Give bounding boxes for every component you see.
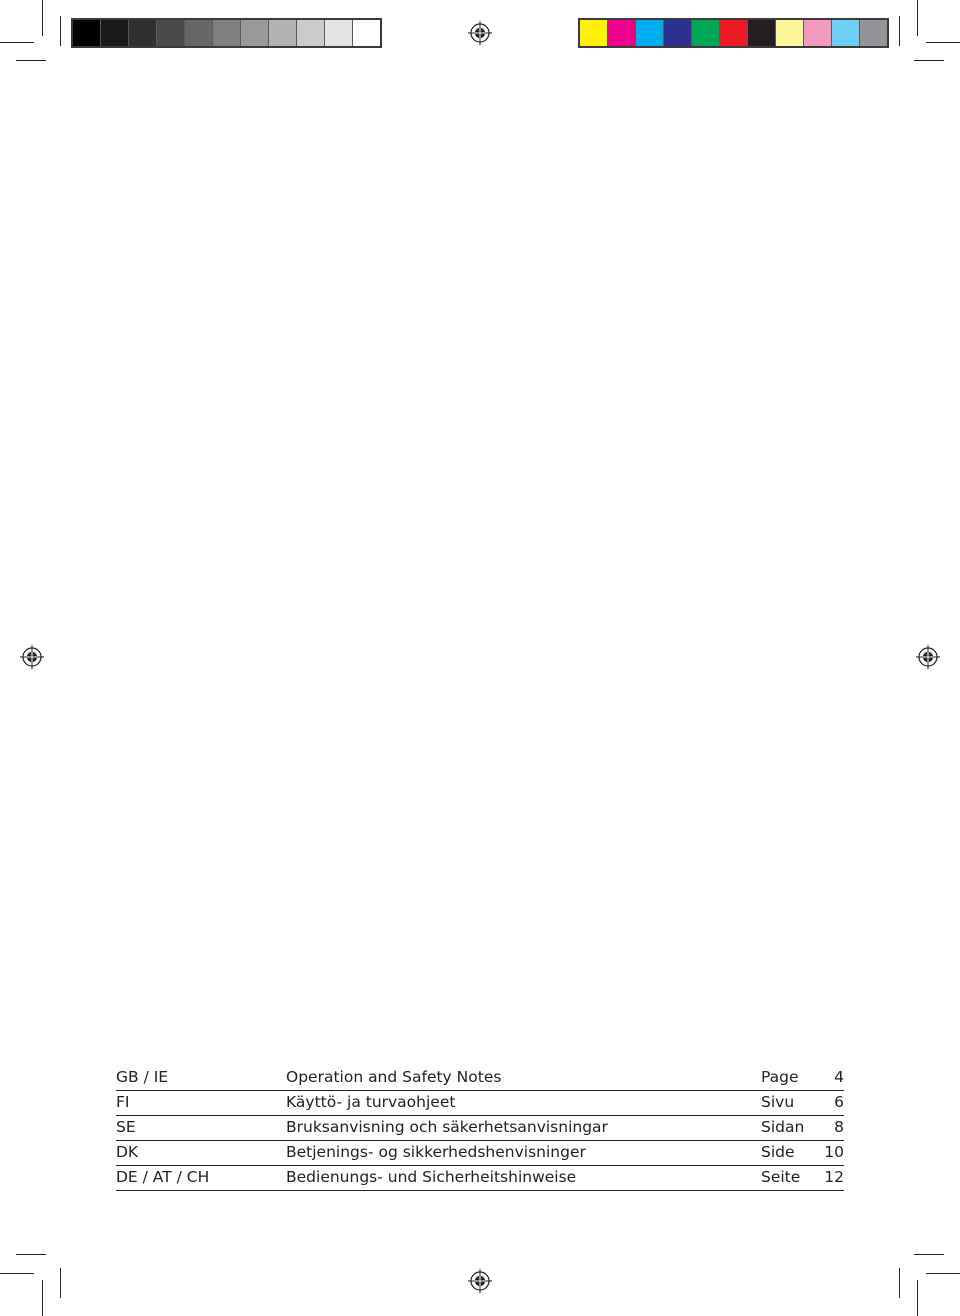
grayscale-color-bar bbox=[71, 18, 382, 48]
process-color-swatch bbox=[691, 20, 719, 46]
toc-page-label: Sivu bbox=[761, 1093, 795, 1111]
toc-row[interactable] bbox=[116, 1166, 844, 1191]
toc-language-code: SE bbox=[116, 1118, 136, 1136]
process-color-swatch bbox=[803, 20, 831, 46]
process-color-swatch bbox=[747, 20, 775, 46]
process-color-bar bbox=[578, 18, 889, 48]
toc-page-label: Side bbox=[761, 1143, 795, 1161]
grayscale-swatch bbox=[240, 20, 268, 46]
grayscale-swatch bbox=[268, 20, 296, 46]
process-color-swatch bbox=[607, 20, 635, 46]
toc-row[interactable] bbox=[116, 1116, 844, 1141]
crop-mark-bottom-right-v2 bbox=[899, 1268, 900, 1298]
toc-title: Bedienungs- und Sicherheitshinweise bbox=[286, 1168, 577, 1186]
toc-page-label: Sidan bbox=[761, 1118, 805, 1136]
grayscale-swatch bbox=[296, 20, 324, 46]
crop-mark-top-right-h2 bbox=[914, 60, 944, 61]
registration-mark-left-icon bbox=[20, 645, 44, 669]
toc-title: Operation and Safety Notes bbox=[286, 1068, 502, 1086]
grayscale-swatch bbox=[324, 20, 352, 46]
crop-mark-top-left-v2 bbox=[60, 16, 61, 46]
toc-page-number: 6 bbox=[834, 1093, 844, 1111]
toc-title: Betjenings- og sikkerhedshenvisninger bbox=[286, 1143, 586, 1161]
toc-language-code: GB / IE bbox=[116, 1068, 169, 1086]
grayscale-swatch bbox=[73, 20, 100, 46]
toc-row[interactable] bbox=[116, 1091, 844, 1116]
crop-mark-top-right-v bbox=[917, 0, 918, 36]
registration-mark-right-icon bbox=[916, 645, 940, 669]
toc-page-number: 8 bbox=[834, 1118, 844, 1136]
process-color-swatch bbox=[859, 20, 887, 46]
registration-mark-top-icon bbox=[468, 21, 492, 45]
crop-mark-bottom-right-h2 bbox=[914, 1254, 944, 1255]
crop-mark-top-left-v bbox=[42, 0, 43, 36]
process-color-swatch bbox=[831, 20, 859, 46]
grayscale-swatch bbox=[100, 20, 128, 46]
crop-mark-top-left-h2 bbox=[16, 60, 46, 61]
process-color-swatch bbox=[635, 20, 663, 46]
process-color-swatch bbox=[580, 20, 607, 46]
crop-mark-top-right-v2 bbox=[899, 16, 900, 46]
toc-title: Bruksanvisning och säkerhetsanvisningar bbox=[286, 1118, 608, 1136]
toc-page-number: 4 bbox=[834, 1068, 844, 1086]
registration-mark-bottom-icon bbox=[468, 1269, 492, 1293]
grayscale-swatch bbox=[212, 20, 240, 46]
crop-mark-bottom-right-v bbox=[917, 1280, 918, 1316]
toc-page-label: Page bbox=[761, 1068, 799, 1086]
grayscale-swatch bbox=[184, 20, 212, 46]
process-color-swatch bbox=[663, 20, 691, 46]
crop-mark-bottom-left-v2 bbox=[60, 1268, 61, 1298]
crop-mark-bottom-right-h bbox=[926, 1273, 960, 1274]
toc-language-code: DE / AT / CH bbox=[116, 1168, 210, 1186]
grayscale-swatch bbox=[352, 20, 380, 46]
process-color-swatch bbox=[719, 20, 747, 46]
toc-row[interactable] bbox=[116, 1141, 844, 1166]
crop-mark-bottom-left-v bbox=[42, 1280, 43, 1316]
toc-title: Käyttö- ja turvaohjeet bbox=[286, 1093, 456, 1111]
toc-language-code: FI bbox=[116, 1093, 130, 1111]
toc-page-number: 10 bbox=[824, 1143, 844, 1161]
toc-page-number: 12 bbox=[824, 1168, 844, 1186]
crop-mark-bottom-left-h2 bbox=[16, 1254, 46, 1255]
toc-row[interactable] bbox=[116, 1066, 844, 1091]
crop-mark-bottom-left-h bbox=[0, 1273, 34, 1274]
process-color-swatch bbox=[775, 20, 803, 46]
grayscale-swatch bbox=[156, 20, 184, 46]
toc-language-code: DK bbox=[116, 1143, 139, 1161]
crop-mark-top-left-h bbox=[0, 42, 34, 43]
language-table-of-contents bbox=[116, 1066, 844, 1191]
grayscale-swatch bbox=[128, 20, 156, 46]
toc-page-label: Seite bbox=[761, 1168, 801, 1186]
crop-mark-top-right-h bbox=[926, 42, 960, 43]
